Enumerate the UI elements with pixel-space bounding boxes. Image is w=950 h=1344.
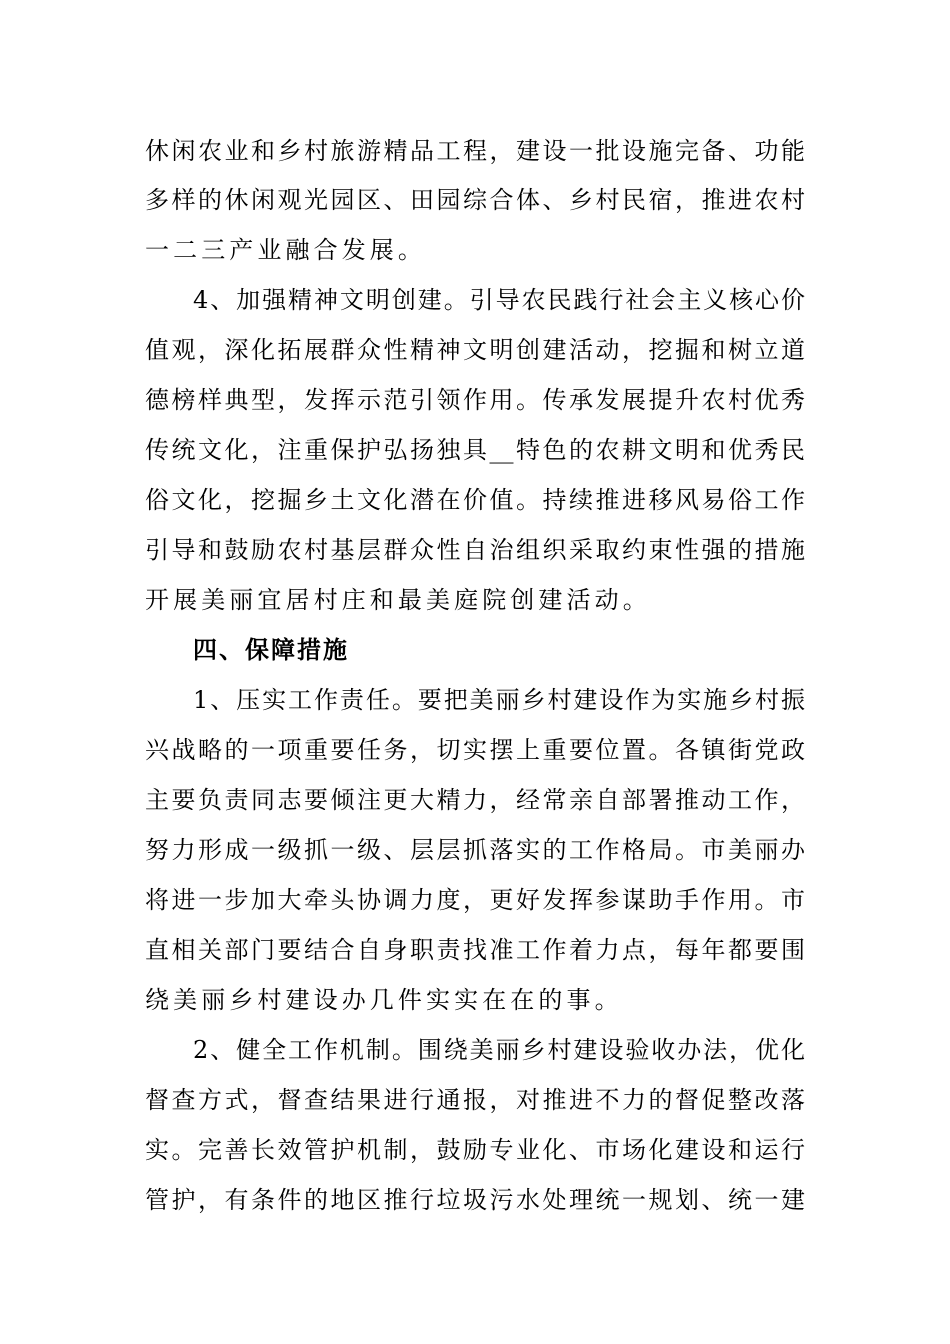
text-line: 引导和鼓励农村基层群众性自治组织采取约束性强的措施 [145, 536, 805, 564]
text-line: 直相关部门要结合自身职责找准工作着力点，每年都要围 [145, 936, 805, 964]
text-line: 1、压实工作责任。要把美丽乡村建设作为实施乡村振 [193, 686, 805, 714]
text-line: 俗文化，挖掘乡土文化潜在价值。持续推进移风易俗工作 [145, 486, 805, 514]
text-line: 传统文化，注重保护弘扬独具__特色的农耕文明和优秀民 [145, 436, 805, 464]
text-line: 休闲农业和乡村旅游精品工程，建设一批设施完备、功能 [145, 137, 805, 165]
text-line: 管护，有条件的地区推行垃圾污水处理统一规划、统一建 [145, 1186, 805, 1214]
text-line: 值观，深化拓展群众性精神文明创建活动，挖掘和树立道 [145, 336, 805, 364]
text-line: 主要负责同志要倾注更大精力，经常亲自部署推动工作， [145, 786, 805, 814]
text-line: 督查方式，督查结果进行通报，对推进不力的督促整改落 [145, 1086, 805, 1114]
text-line: 努力形成一级抓一级、层层抓落实的工作格局。市美丽办 [145, 836, 805, 864]
section-heading: 四、保障措施 [193, 636, 349, 664]
text-line: 实。完善长效管护机制，鼓励专业化、市场化建设和运行 [145, 1136, 805, 1164]
text-line: 兴战略的一项重要任务，切实摆上重要位置。各镇街党政 [145, 736, 805, 764]
text-line: 将进一步加大牵头协调力度，更好发挥参谋助手作用。市 [145, 886, 805, 914]
text-line: 2、健全工作机制。围绕美丽乡村建设验收办法，优化 [193, 1036, 805, 1064]
text-line: 绕美丽乡村建设办几件实实在在的事。 [145, 986, 623, 1014]
text-line: 一二三产业融合发展。 [145, 236, 426, 264]
text-line: 4、加强精神文明创建。引导农民践行社会主义核心价 [193, 286, 805, 314]
text-line: 多样的休闲观光园区、田园综合体、乡村民宿，推进农村 [145, 186, 805, 214]
text-line: 开展美丽宜居村庄和最美庭院创建活动。 [145, 586, 651, 614]
text-line: 德榜样典型，发挥示范引领作用。传承发展提升农村优秀 [145, 386, 805, 414]
